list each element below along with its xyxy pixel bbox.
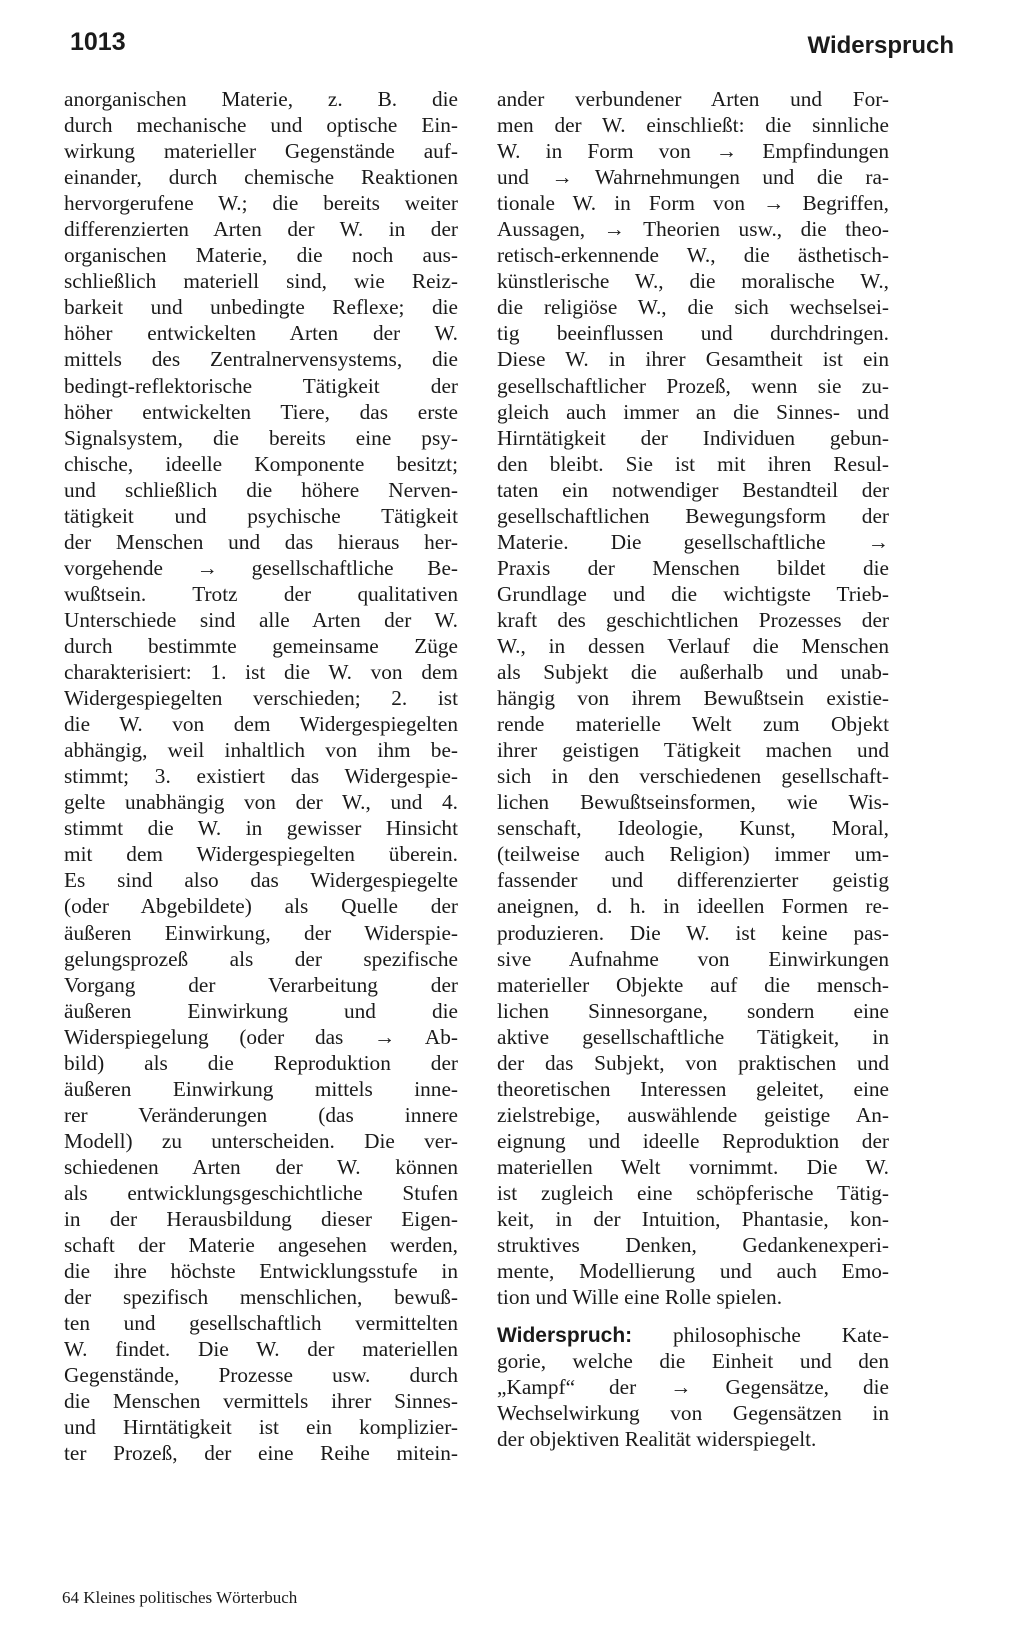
text-line: äußeren Einwirkung mittels inne- [64, 1076, 458, 1101]
text-line: wirkung materieller Gegenstände auf- [64, 139, 458, 164]
text-line: und Hirntätigkeit ist ein komplizier- [64, 1415, 458, 1440]
text-line: der Menschen und das hieraus her- [64, 529, 458, 554]
text-line: ist zugleich eine schöpferische Tätig- [497, 1180, 889, 1205]
text-line: und → Wahrnehmungen und die ra- [497, 165, 889, 190]
entry-line: gorie, welche die Einheit und den [497, 1349, 889, 1374]
text-line: als entwicklungsgeschichtliche Stufen [64, 1180, 458, 1205]
text-line: taten ein notwendiger Bestandteil der [497, 477, 889, 502]
text-line: hervorgerufene W.; die bereits weiter [64, 191, 458, 216]
text-line: aneignen, d. h. in ideellen Formen re- [497, 894, 889, 919]
text-line: durch bestimmte gemeinsame Züge [64, 633, 458, 658]
text-line: sich in den verschiedenen gesellschaft- [497, 764, 889, 789]
text-line: in der Herausbildung dieser Eigen- [64, 1207, 458, 1232]
text-line: hängig von ihrem Bewußtsein existie- [497, 686, 889, 711]
text-line: und schließlich die höhere Nerven- [64, 477, 458, 502]
text-line: ihrer geistigen Tätigkeit machen und [497, 738, 889, 763]
text-line: äußeren Einwirkung, der Widerspie- [64, 920, 458, 945]
text-line: sive Aufnahme von Einwirkungen [497, 946, 889, 971]
text-line: schaft der Materie angesehen werden, [64, 1233, 458, 1258]
text-line: Grundlage und die wichtigste Trieb- [497, 581, 889, 606]
text-line: retisch-erkennende W., die ästhetisch- [497, 243, 889, 268]
text-line: differenzierten Arten der W. in der [64, 217, 458, 242]
text-line: tion und Wille eine Rolle spielen. [497, 1285, 783, 1310]
text-line: Diese W. in ihrer Gesamtheit ist ein [497, 347, 889, 372]
text-line: (oder Abgebildete) als Quelle der [64, 894, 458, 919]
page-number: 1013 [70, 28, 126, 56]
text-line: gesellschaftlichen Bewegungsform der [497, 503, 889, 528]
text-line: bedingt-reflektorische Tätigkeit der [64, 373, 458, 398]
text-line: (teilweise auch Religion) immer um- [497, 842, 889, 867]
text-line: der spezifisch menschlichen, bewuß- [64, 1285, 458, 1310]
text-line: ten und gesellschaftlich vermittelten [64, 1311, 458, 1336]
text-line: als Subjekt die außerhalb und unab- [497, 660, 889, 685]
left-column [64, 86, 458, 1466]
entry-definition-start: philosophische Kate- [632, 1323, 889, 1348]
text-line: mittels des Zentralnervensystems, die [64, 347, 458, 372]
text-line: Unterschiede sind alle Arten der W. [64, 607, 458, 632]
text-line: rende materielle Welt zum Objekt [497, 712, 889, 737]
text-line: materieller Objekte auf die mensch- [497, 972, 889, 997]
text-line: kraft des geschichtlichen Prozesses der [497, 607, 889, 632]
text-line: gelungsprozeß als der spezifische [64, 946, 458, 971]
text-line: rer Veränderungen (das innere [64, 1102, 458, 1127]
text-line: theoretischen Interessen geleitet, eine [497, 1076, 889, 1101]
text-line: barkeit und unbedingte Reflexe; die [64, 295, 458, 320]
text-line: lichen Bewußtseinsformen, wie Wis- [497, 790, 889, 815]
entry-first-line [497, 1322, 889, 1348]
entry-line: Wechselwirkung von Gegensätzen in [497, 1401, 889, 1426]
text-line: äußeren Einwirkung und die [64, 998, 458, 1023]
text-line: gesellschaftlicher Prozeß, wenn sie zu- [497, 373, 889, 398]
text-line: senschaft, Ideologie, Kunst, Moral, [497, 816, 889, 841]
text-line: schließlich materiell sind, wie Reiz- [64, 269, 458, 294]
text-line: die religiöse W., die sich wechselsei- [497, 295, 889, 320]
text-line: den bleibt. Sie ist mit ihren Resul- [497, 451, 889, 476]
text-line: Praxis der Menschen bildet die [497, 555, 889, 580]
text-line: die ihre höchste Entwicklungsstufe in [64, 1259, 458, 1284]
text-line: materiellen Welt vornimmt. Die W. [497, 1154, 889, 1179]
text-line: fassender und differenzierter geistig [497, 868, 889, 893]
text-line: produzieren. Die W. ist keine pas- [497, 920, 889, 945]
text-line: Es sind also das Widergespiegelte [64, 868, 458, 893]
text-line: der das Subjekt, von praktischen und [497, 1050, 889, 1075]
text-line: wußtsein. Trotz der qualitativen [64, 581, 458, 606]
text-line: zielstrebige, auswählende geistige An- [497, 1102, 889, 1127]
text-line: höher entwickelten Arten der W. [64, 321, 458, 346]
entry-line: der objektiven Realität widerspiegelt. [497, 1427, 817, 1452]
text-line: die Menschen vermittels ihrer Sinnes- [64, 1389, 458, 1414]
text-line: W. findet. Die W. der materiellen [64, 1337, 458, 1362]
text-line: Widerspiegelung (oder das → Ab- [64, 1024, 458, 1049]
text-line: W. in Form von → Empfindungen [497, 139, 889, 164]
text-line: eignung und ideelle Reproduktion der [497, 1128, 889, 1153]
text-line: chische, ideelle Komponente besitzt; [64, 451, 458, 476]
text-line: Hirntätigkeit der Individuen gebun- [497, 425, 889, 450]
text-line: Modell) zu unterscheiden. Die ver- [64, 1128, 458, 1153]
text-line: men der W. einschließt: die sinnliche [497, 113, 889, 138]
entry-spacer [497, 1310, 889, 1322]
text-line: durch mechanische und optische Ein- [64, 113, 458, 138]
text-line: ander verbundener Arten und For- [497, 87, 889, 111]
text-line: aktive gesellschaftliche Tätigkeit, in [497, 1024, 889, 1049]
text-line: gelte unabhängig von der W., und 4. [64, 790, 458, 815]
text-line: stimmt; 3. existiert das Widergespie- [64, 764, 458, 789]
text-line: mit dem Widergespiegelten überein. [64, 842, 458, 867]
entry-line: „Kampf“ der → Gegensätze, die [497, 1375, 889, 1400]
entry-headword: Widerspruch: [497, 1324, 633, 1348]
text-line: tätigkeit und psychische Tätigkeit [64, 503, 458, 528]
text-line: tig beeinflussen und durchdringen. [497, 321, 889, 346]
text-line: vorgehende → gesellschaftliche Be- [64, 555, 458, 580]
text-line: Materie. Die gesellschaftliche → [497, 529, 889, 554]
text-line: Aussagen, → Theorien usw., die theo- [497, 217, 889, 242]
text-line: struktives Denken, Gedankenexperi- [497, 1233, 889, 1258]
text-line: anorganischen Materie, z. B. die [64, 87, 458, 111]
text-line: gleich auch immer an die Sinnes- und [497, 399, 889, 424]
text-line: künstlerische W., die moralische W., [497, 269, 889, 294]
text-line: ter Prozeß, der eine Reihe mitein- [64, 1441, 458, 1466]
text-line: schiedenen Arten der W. können [64, 1154, 458, 1179]
text-line: mente, Modellierung und auch Emo- [497, 1259, 889, 1284]
text-line: keit, in der Intuition, Phantasie, kon- [497, 1207, 889, 1232]
text-line: W., in dessen Verlauf die Menschen [497, 633, 889, 658]
text-line: organischen Materie, die noch aus- [64, 243, 458, 268]
text-line: höher entwickelten Tiere, das erste [64, 399, 458, 424]
text-line: Gegenstände, Prozesse usw. durch [64, 1363, 458, 1388]
running-head: Widerspruch [807, 32, 954, 59]
text-line: bild) als die Reproduktion der [64, 1050, 458, 1075]
text-line: lichen Sinnesorgane, sondern eine [497, 998, 889, 1023]
text-line: stimmt die W. in gewisser Hinsicht [64, 816, 458, 841]
text-line: Vorgang der Verarbeitung der [64, 972, 458, 997]
text-line: abhängig, weil inhaltlich von ihm be- [64, 738, 458, 763]
text-line: Signalsystem, die bereits eine psy- [64, 425, 458, 450]
printer-signature: 64 Kleines politisches Wörterbuch [62, 1588, 298, 1607]
right-column [497, 86, 889, 1452]
text-line: einander, durch chemische Reaktionen [64, 165, 458, 190]
text-line: charakterisiert: 1. ist die W. von dem [64, 660, 458, 685]
text-line: tionale W. in Form von → Begriffen, [497, 191, 889, 216]
text-line: die W. von dem Widergespiegelten [64, 712, 458, 737]
text-line: Widergespiegelten verschieden; 2. ist [64, 686, 458, 711]
